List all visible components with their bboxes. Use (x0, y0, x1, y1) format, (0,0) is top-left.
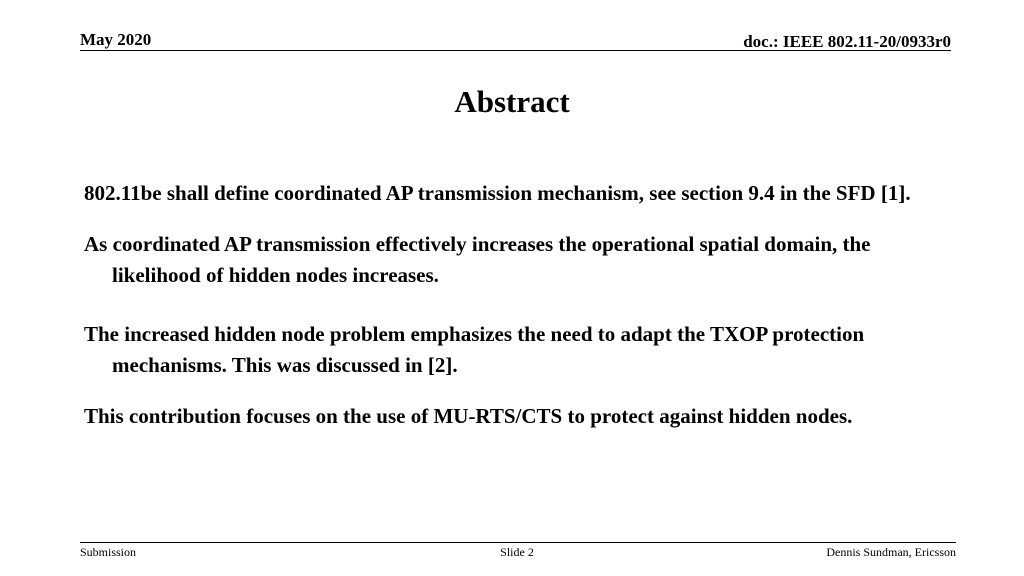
header-doc-id: doc.: IEEE 802.11-20/0933r0 (743, 32, 951, 51)
paragraph-3: The increased hidden node problem emphasizes the need to adapt the TXOP protection mechanisms. This was discussed in [2]. (84, 322, 865, 377)
paragraph-1: 802.11be shall define coordinated AP transmission mechanism, see section 9.4 in the SFD [1]. (84, 181, 911, 205)
slide-body (84, 178, 944, 432)
header-divider (80, 50, 951, 51)
header-date: May 2020 (80, 30, 152, 49)
footer-divider (80, 542, 956, 543)
footer-slide-number: Slide 2 (500, 545, 534, 559)
paragraph-4: This contribution focuses on the use of MU-RTS/CTS to protect against hidden nodes. (84, 404, 853, 428)
paragraph-2: As coordinated AP transmission effectively increases the operational spatial domain, the likelihood of hidden nodes increases. (84, 232, 871, 287)
slide-title: Abstract (454, 84, 570, 119)
footer-author: Dennis Sundman, Ericsson (826, 545, 956, 559)
footer-submission: Submission (80, 545, 137, 559)
